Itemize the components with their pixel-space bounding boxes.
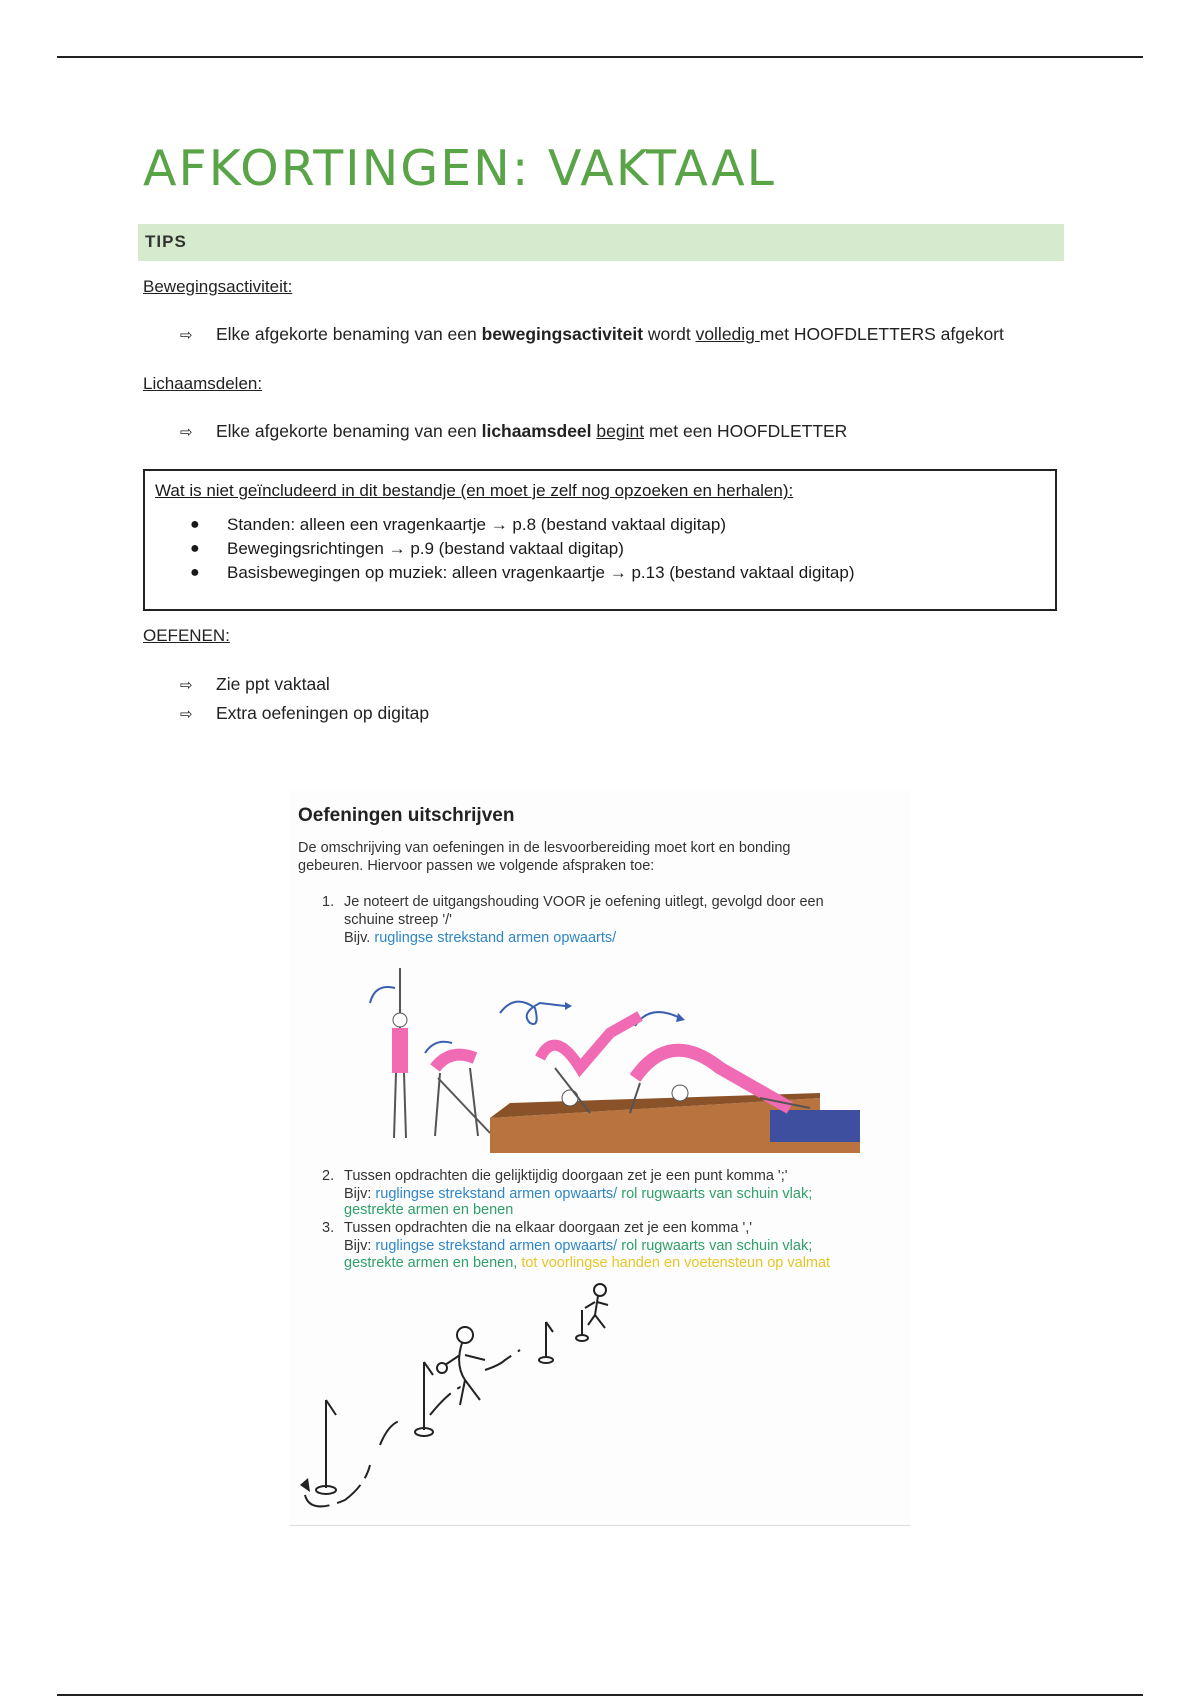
box-title: Wat is niet geïncludeerd in dit bestandje (en moet je zelf nog opzoeken en herhalen):: [155, 481, 794, 500]
heading-lichaamsdelen: Lichaamsdelen:: [143, 374, 263, 393]
tips-bar: [138, 224, 1064, 261]
rule-number: 3.: [322, 1220, 335, 1236]
item-text: met HOOFDLETTERS afgekort: [759, 324, 1004, 344]
item-text: Zie ppt vaktaal: [216, 674, 330, 694]
example-label: Bijv:: [344, 1186, 376, 1202]
landing-mat: [770, 1110, 860, 1142]
example-text: tot voorlingse handen en voetensteun op valmat: [517, 1255, 831, 1271]
example-text: ruglingse strekstand armen opwaarts/: [375, 1186, 618, 1202]
arrow-icon: ⇨: [180, 676, 193, 694]
list-item: [145, 537, 855, 561]
list-item: [180, 703, 429, 724]
item-text: Bewegingsrichtingen → p.9 (bestand vaktaal digitap): [227, 539, 624, 558]
box-list: [145, 513, 855, 585]
rule-example: [344, 1255, 830, 1271]
item-bold: lichaamsdeel: [481, 421, 592, 441]
item-text: wordt: [643, 324, 696, 344]
item-text: Elke afgekorte benaming van een: [216, 421, 482, 441]
gymnastics-illustration: [340, 958, 860, 1158]
list-item: [180, 324, 1004, 345]
example-text: gestrekte armen en benen,: [344, 1255, 518, 1271]
rule-example: [344, 930, 616, 946]
item-text: Extra oefeningen op digitap: [216, 703, 430, 723]
page-title: AFKORTINGEN: VAKTAAL: [143, 140, 776, 197]
example-label: Bijv:: [344, 1238, 376, 1254]
example-text: ruglingse strekstand armen opwaarts/: [374, 930, 617, 946]
bullet-icon: ●: [190, 540, 200, 557]
figure-title: Oefeningen uitschrijven: [298, 805, 515, 826]
rule-text: Tussen opdrachten die na elkaar doorgaan zet je een komma ',': [344, 1220, 753, 1236]
exercise-figure: [290, 790, 910, 1526]
tips-label: TIPS: [145, 232, 187, 251]
arrow-icon: ⇨: [180, 326, 193, 344]
not-included-box: [143, 469, 1057, 611]
example-text: rol rugwaarts van schuin vlak;: [617, 1186, 813, 1202]
arrow-icon: ⇨: [180, 705, 193, 723]
item-text: Standen: alleen een vragenkaartje → p.8 (bestand vaktaal digitap): [227, 515, 726, 534]
example-text: rol rugwaarts van schuin vlak;: [617, 1238, 813, 1254]
item-underlined: begint: [596, 421, 645, 441]
bottom-rule: [57, 1694, 1143, 1696]
rule-example: [344, 1238, 812, 1254]
rule-text: Je noteert de uitgangshouding VOOR je oefening uitlegt, gevolgd door een: [344, 894, 824, 910]
item-underlined: volledig: [695, 324, 760, 344]
bullet-icon: ●: [190, 516, 200, 533]
rule-text: Tussen opdrachten die gelijktijdig doorgaan zet je een punt komma ';': [344, 1168, 788, 1184]
bullet-icon: ●: [190, 564, 200, 581]
rule-example: [344, 1186, 812, 1202]
rule-text: schuine streep '/': [344, 912, 452, 928]
item-text: met een HOOFDLETTER: [644, 421, 848, 441]
item-bold: bewegingsactiviteit: [481, 324, 644, 344]
figure-intro: gebeuren. Hiervoor passen we volgende afspraken toe:: [298, 858, 655, 874]
list-item: [145, 561, 855, 585]
slalom-sketch: [290, 1280, 620, 1515]
example-text: ruglingse strekstand armen opwaarts/: [375, 1238, 618, 1254]
rule-number: 1.: [322, 894, 335, 910]
top-rule: [57, 56, 1143, 58]
rule-number: 2.: [322, 1168, 335, 1184]
example-label: Bijv.: [344, 930, 375, 946]
figure-intro: De omschrijving van oefeningen in de lesvoorbereiding moet kort en bonding: [298, 840, 791, 856]
heading-oefenen: OEFENEN:: [143, 626, 230, 645]
arrow-icon: ⇨: [180, 423, 193, 441]
item-text: Elke afgekorte benaming van een: [216, 324, 482, 344]
heading-bewegingsactiviteit: Bewegingsactiviteit:: [143, 277, 293, 296]
example-text: gestrekte armen en benen: [344, 1202, 514, 1218]
item-text: Basisbewegingen op muziek: alleen vragenkaartje → p.13 (bestand vaktaal digitap): [227, 563, 855, 582]
list-item: [145, 513, 855, 537]
list-item: [180, 421, 847, 442]
list-item: [180, 674, 330, 695]
